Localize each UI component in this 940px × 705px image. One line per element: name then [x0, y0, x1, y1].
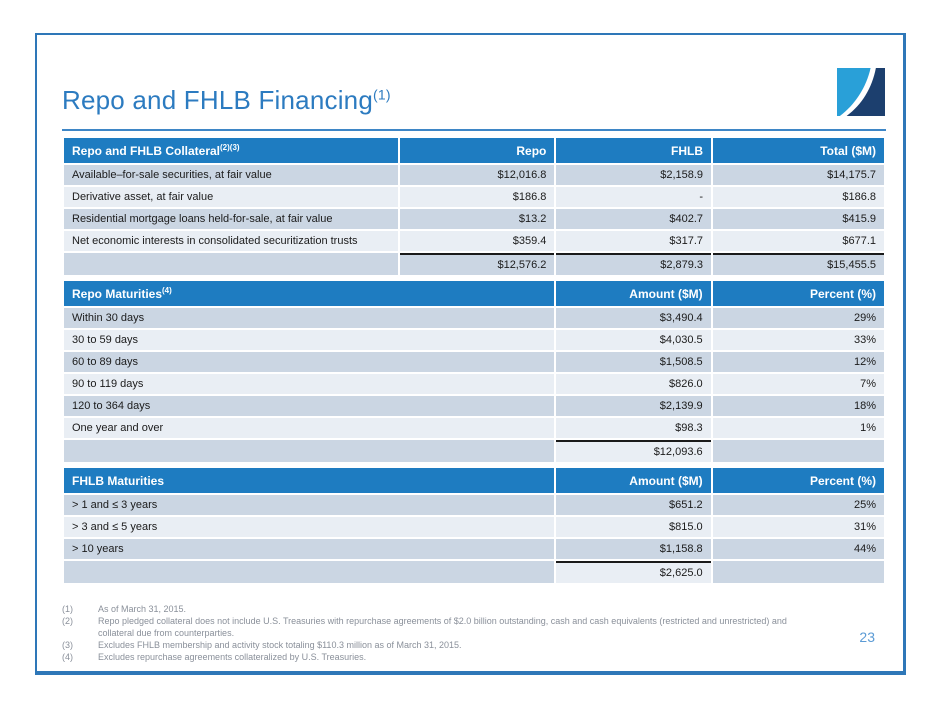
total-row [64, 561, 884, 583]
page-number: 23 [859, 629, 875, 645]
table-row [64, 231, 884, 251]
repo-maturities-header-row [64, 281, 884, 306]
row-label: > 3 and ≤ 5 years [64, 517, 554, 537]
row-label: One year and over [64, 418, 554, 438]
total-value: $186.8 [713, 187, 884, 207]
footnote-text: Repo pledged collateral does not include U.S. Treasuries with repurchase agreements of $2.0 billion outstanding, cash and cash equivalents (restricted and unrestricted) and collateral due from counterparties. [98, 616, 787, 638]
fhlb-maturities-header-row [64, 468, 884, 493]
repo-maturities-title-superscript: (4) [162, 286, 172, 295]
repo-value: $186.8 [400, 187, 555, 207]
footnote-number: (2) [62, 616, 73, 626]
grand-total-value: $15,455.5 [713, 253, 884, 275]
fhlb-maturities-table-title: FHLB Maturities [64, 468, 554, 493]
repo-maturities-table-title: Repo Maturities$^{(4)}$ [64, 281, 554, 306]
percent-value: 33% [713, 330, 884, 350]
percent-value: 1% [713, 418, 884, 438]
percent-total-value [713, 440, 884, 462]
row-label: Residential mortgage loans held-for-sale, at fair value [64, 209, 398, 229]
table-row [64, 495, 884, 515]
table-row [64, 374, 884, 394]
collateral-table-title: Repo and FHLB Collateral$^{(2)(3)}$ [64, 138, 398, 163]
table-row [64, 539, 884, 559]
row-label: > 10 years [64, 539, 554, 559]
percent-value: 12% [713, 352, 884, 372]
page-title [62, 85, 886, 116]
column-header-fhlb: FHLB [556, 138, 711, 163]
footnote-item [62, 651, 813, 663]
amount-value: $4,030.5 [556, 330, 711, 350]
fhlb-total-value: $2,879.3 [556, 253, 711, 275]
column-header-percent: Percent (%) [713, 281, 884, 306]
table-row [64, 165, 884, 185]
collateral-table [62, 136, 886, 277]
footnote-item [62, 639, 813, 651]
footnote-item [62, 615, 813, 639]
percent-value: 18% [713, 396, 884, 416]
fhlb-maturities-table [62, 466, 886, 585]
percent-value: 25% [713, 495, 884, 515]
percent-value: 29% [713, 308, 884, 328]
collateral-title-superscript: (2)(3) [220, 143, 240, 152]
table-row [64, 418, 884, 438]
total-row-label [64, 561, 554, 583]
row-label: Available–for-sale securities, at fair value [64, 165, 398, 185]
percent-value: 31% [713, 517, 884, 537]
table-row [64, 352, 884, 372]
amount-value: $1,508.5 [556, 352, 711, 372]
amount-value: $826.0 [556, 374, 711, 394]
footnote-text: Excludes FHLB membership and activity stock totaling $110.3 million as of March 31, 2015. [98, 640, 462, 650]
amount-value: $2,139.9 [556, 396, 711, 416]
table-row [64, 187, 884, 207]
percent-value: 7% [713, 374, 884, 394]
total-value: $415.9 [713, 209, 884, 229]
page-title-text: Repo and FHLB Financing [62, 85, 374, 115]
row-label: Within 30 days [64, 308, 554, 328]
amount-value: $1,158.8 [556, 539, 711, 559]
column-header-amount: Amount ($M) [556, 281, 711, 306]
footnote-text: Excludes repurchase agreements collateralized by U.S. Treasuries. [98, 652, 367, 662]
amount-value: $3,490.4 [556, 308, 711, 328]
repo-maturities-table [62, 279, 886, 464]
fhlb-value: $402.7 [556, 209, 711, 229]
row-label: > 1 and ≤ 3 years [64, 495, 554, 515]
table-row [64, 308, 884, 328]
amount-value: $651.2 [556, 495, 711, 515]
amount-total-value: $12,093.6 [556, 440, 711, 462]
footnotes [62, 603, 813, 663]
row-label: 30 to 59 days [64, 330, 554, 350]
row-label: Derivative asset, at fair value [64, 187, 398, 207]
slide-content [62, 35, 886, 587]
row-label: 120 to 364 days [64, 396, 554, 416]
total-value: $14,175.7 [713, 165, 884, 185]
fhlb-value: - [556, 187, 711, 207]
slide-frame [35, 33, 906, 675]
column-header-total: Total ($M) [713, 138, 884, 163]
percent-value: 44% [713, 539, 884, 559]
table-row [64, 396, 884, 416]
repo-value: $12,016.8 [400, 165, 555, 185]
repo-value: $359.4 [400, 231, 555, 251]
page-title-superscript: (1) [373, 86, 391, 103]
title-divider-rule [62, 129, 886, 131]
footnote-number: (1) [62, 604, 73, 614]
column-header-amount: Amount ($M) [556, 468, 711, 493]
table-row [64, 517, 884, 537]
total-row [64, 440, 884, 462]
total-row-label [64, 440, 554, 462]
table-row [64, 330, 884, 350]
total-row-label [64, 253, 398, 275]
column-header-repo: Repo [400, 138, 555, 163]
total-value: $677.1 [713, 231, 884, 251]
repo-total-value: $12,576.2 [400, 253, 555, 275]
footnote-number: (4) [62, 652, 73, 662]
repo-value: $13.2 [400, 209, 555, 229]
footnote-text: As of March 31, 2015. [98, 604, 187, 614]
footnote-item [62, 603, 813, 615]
row-label: 60 to 89 days [64, 352, 554, 372]
column-header-percent: Percent (%) [713, 468, 884, 493]
percent-total-value [713, 561, 884, 583]
collateral-header-row [64, 138, 884, 163]
row-label: Net economic interests in consolidated securitization trusts [64, 231, 398, 251]
amount-total-value: $2,625.0 [556, 561, 711, 583]
amount-value: $98.3 [556, 418, 711, 438]
table-row [64, 209, 884, 229]
row-label: 90 to 119 days [64, 374, 554, 394]
total-row [64, 253, 884, 275]
footnote-number: (3) [62, 640, 73, 650]
fhlb-value: $2,158.9 [556, 165, 711, 185]
amount-value: $815.0 [556, 517, 711, 537]
fhlb-value: $317.7 [556, 231, 711, 251]
